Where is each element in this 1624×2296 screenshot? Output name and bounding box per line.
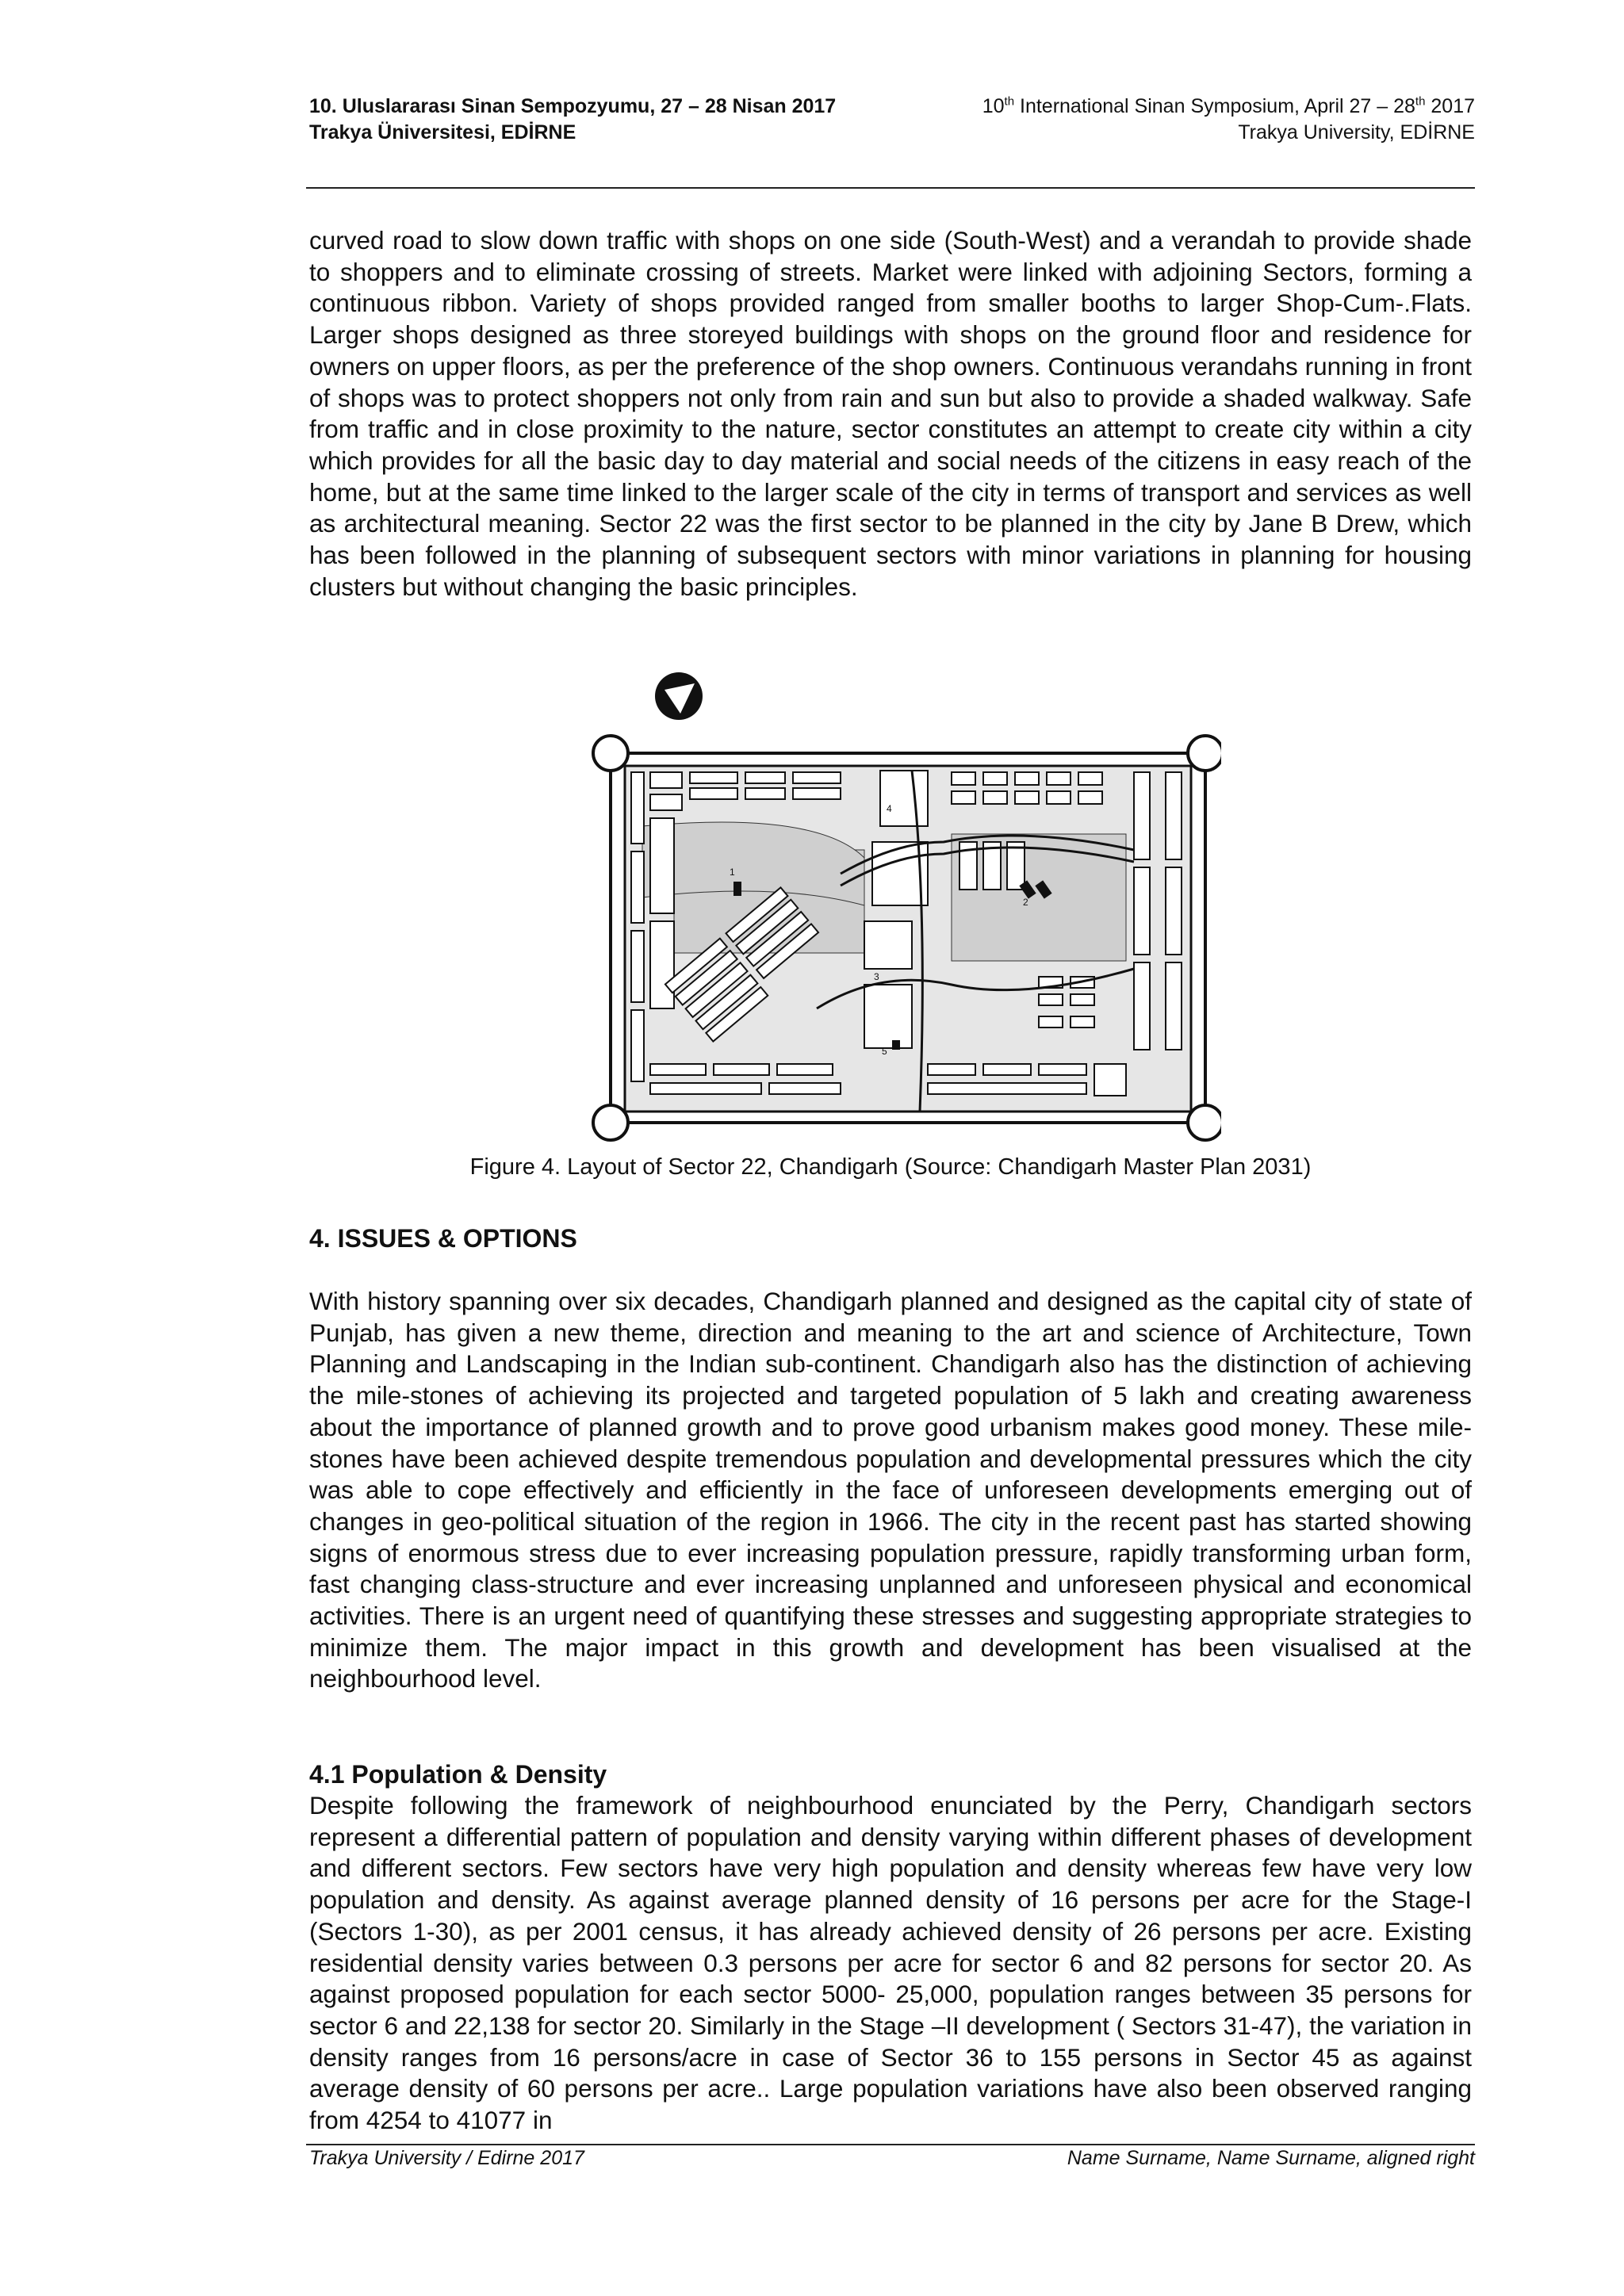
map-label-3: 3 <box>874 971 879 982</box>
header-text: International Sinan Symposium, April 27 – 28 <box>1014 95 1415 117</box>
header-sup-b: th <box>1415 94 1426 109</box>
header-left-line2: Trakya Üniversitesi, EDİRNE <box>309 121 576 144</box>
footer-divider <box>306 2144 1475 2145</box>
footer-right: Name Surname, Name Surname, aligned right <box>1067 2147 1475 2169</box>
header-right-line2: Trakya University, EDİRNE <box>1238 121 1475 144</box>
header-divider <box>306 187 1475 189</box>
section-heading-population: 4.1 Population & Density <box>309 1760 607 1789</box>
header-year: 2017 <box>1425 95 1475 117</box>
header-left-line1: 10. Uluslararası Sinan Sempozyumu, 27 – 28 Nisan 2017 <box>309 95 837 117</box>
header-right-line1 <box>982 94 1475 120</box>
issues-paragraph: With history spanning over six decades, Chandigarh planned and designed as the capital city of state of Punjab, has given a new theme, direction and meaning to the art and science of Architecture, Town Planning and Landscaping in the Indian sub-continent. Chandigarh also has the distinction of achieving the mile-stones of achieving its projected and targeted population of 5 lakh and creating awareness about the importance of planned growth and to prove good urbanism makes good money. These mile-stones have been achieved despite tremendous population and developmental pressures which the city was able to cope effectively and efficiently in the face of unforeseen developments emerging out of changes in geo-political situation of the region in 1966. The city in the recent past has started showing signs of enormous stress due to ever increasing population pressure, rapidly transforming urban form, fast changing class-structure and ever increasing unplanned and unforeseen physical and economical activities. There is an urgent need of quantifying these stresses and suggesting appropriate strategies to minimize them. The major impact in this growth and development has been visualised at the neighbourhood level. <box>309 1287 1472 1693</box>
section-heading-issues: 4. ISSUES & OPTIONS <box>309 1224 577 1253</box>
map-label-1: 1 <box>730 867 735 878</box>
map-label-5: 5 <box>882 1046 887 1057</box>
header-left <box>309 94 836 146</box>
header-num: 10 <box>982 95 1005 117</box>
header-right <box>982 94 1475 146</box>
map-label-2: 2 <box>1023 897 1028 908</box>
map-label-4: 4 <box>887 803 892 814</box>
footer-left: Trakya University / Edirne 2017 <box>309 2147 584 2169</box>
intro-paragraph: curved road to slow down traffic with shops on one side (South-West) and a verandah to provide shade to shoppers and to eliminate crossing of streets. Market were linked with adjoining Sectors, forming a continuous ribbon. Variety of shops provided ranged from smaller booths to larger Shop-Cum-.Flats. Larger shops designed as three storeyed buildings with shops on the ground floor and residence for owners on upper floors, as per the preference of the shop owners. Continuous verandahs running in front of shops was to protect shoppers not only from rain and sun but also to provide a shaded walkway. Safe from traffic and in close proximity to the nature, sector constitutes an attempt to create city within a city which provides for all the basic day to day material and social needs of the citizens in easy reach of the home, but at the same time linked to the larger scale of the city in terms of transport and services as well as architectural meaning. Sector 22 was the first sector to be planned in the city by Jane B Drew, which has been followed in the planning of subsequent sectors with minor variations in planning for housing clusters but without changing the basic principles. <box>309 226 1472 601</box>
figure-caption: Figure 4. Layout of Sector 22, Chandigarh (Source: Chandigarh Master Plan 2031) <box>469 1154 1312 1180</box>
north-arrow-icon <box>655 672 703 720</box>
population-paragraph: Despite following the framework of neighbourhood enunciated by the Perry, Chandigarh sectors represent a differential pattern of population and density varying within different phases of development and different sectors. Few sectors have very high population and density whereas few have very low population and density. As against average planned density of 16 persons per acre for the Stage-I (Sectors 1-30), as per 2001 census, it has already achieved density of 26 persons per acre. Existing residential density varies between 0.3 persons per acre for sector 6 and 82 persons for sector 20. As against proposed population for each sector 5000- 25,000, population ranges between 35 persons for sector 6 and 22,138 for sector 20. Similarly in the Stage –II development ( Sectors 31-47), the variation in density ranges from 16 persons/acre in case of Sector 36 to 155 persons in Sector 45 as against average density of 60 persons per acre.. Large population variations have also been observed ranging from 4254 to 41077 in <box>309 1791 1472 2135</box>
header-sup-a: th <box>1004 94 1015 109</box>
sector-22-layout-map <box>579 668 1221 1146</box>
